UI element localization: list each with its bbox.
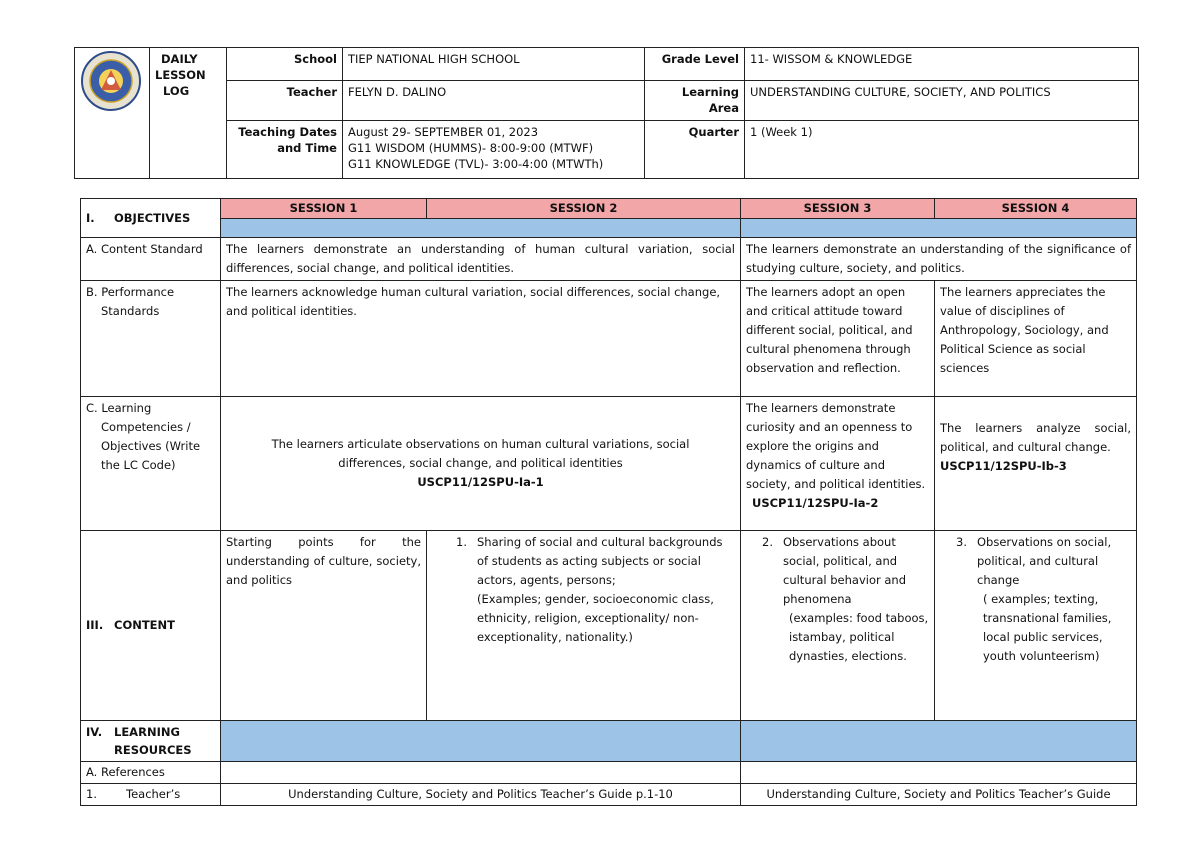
session-4-header: SESSION 4	[935, 199, 1137, 219]
learning-area-label-line: Area	[708, 101, 739, 115]
quarter-label: Quarter	[645, 121, 745, 179]
list-number: 1.	[86, 787, 97, 801]
dll-title-line: DAILY	[161, 52, 198, 66]
section-number: I.	[86, 210, 95, 225]
teacher-label: Teacher	[227, 81, 343, 121]
content-s4	[935, 531, 1137, 721]
list-number: 2.	[762, 535, 773, 549]
resources-band-left	[221, 721, 741, 762]
dll-title	[150, 48, 227, 179]
teaching-dates-line: G11 KNOWLEDGE (TVL)- 3:00-4:00 (MTWTh)	[348, 157, 604, 171]
school-label: School	[227, 48, 343, 81]
competency-code: USCP11/12SPU-Ia-1	[417, 475, 544, 489]
content-s3	[741, 531, 935, 721]
section-number: IV.	[86, 725, 103, 739]
session-3-header: SESSION 3	[741, 199, 935, 219]
quarter-value: 1 (Week 1)	[745, 121, 1139, 179]
session-2-header: SESSION 2	[427, 199, 741, 219]
learning-competencies-s12	[221, 397, 741, 531]
references-s12	[221, 762, 741, 784]
competency-code: USCP11/12SPU-Ia-2	[752, 496, 879, 510]
content-s2	[427, 531, 741, 721]
content-examples: (examples: food taboos, istambay, political dynasties, elections.	[789, 611, 929, 663]
teaching-dates-line: August 29- SEPTEMBER 01, 2023	[348, 125, 539, 139]
learning-area-label	[645, 81, 745, 121]
dll-main-table	[80, 198, 1137, 806]
learning-area-label-line: Learning	[681, 85, 739, 99]
content-examples: (Examples; gender, socioeconomic class, ethnicity, religion, exceptionality/ non-exceptionality, nationality.)	[477, 592, 714, 644]
competency-text: The learners analyze social, political, and cultural change.	[940, 421, 1131, 454]
content-s1: Starting points for the understanding of culture, society, and politics	[221, 531, 427, 721]
dll-title-line: LESSON	[155, 68, 206, 82]
teaching-dates-label	[227, 121, 343, 179]
teaching-dates-label-line: and Time	[277, 141, 337, 155]
dll-header-table	[74, 47, 1139, 179]
section-number: III.	[86, 618, 104, 632]
objectives-heading	[81, 199, 221, 238]
performance-standards-s12: The learners acknowledge human cultural variation, social differences, social change, and political identities.	[221, 281, 741, 397]
content-standard-s34: The learners demonstrate an understanding of the significance of studying culture, society, and politics.	[741, 238, 1137, 281]
teachers-guide-s34: Understanding Culture, Society and Politics Teacher’s Guide	[741, 784, 1137, 806]
content-text: Observations about social, political, and cultural behavior and phenomena	[783, 535, 906, 606]
teachers-guide-s12: Understanding Culture, Society and Politics Teacher’s Guide p.1-10	[221, 784, 741, 806]
competency-text: The learners demonstrate curiosity and an openness to explore the origins and dynamics of culture and society, and political identities.	[746, 401, 926, 491]
competency-code: USCP11/12SPU-Ib-3	[940, 459, 1067, 473]
content-standard-label: A. Content Standard	[81, 238, 221, 281]
resources-band-right	[741, 721, 1137, 762]
objectives-band-right	[741, 219, 1137, 238]
learning-competencies-s4	[935, 397, 1137, 531]
teaching-dates-line: G11 WISDOM (HUMMS)- 8:00-9:00 (MTWF)	[348, 141, 594, 155]
learning-resources-heading	[81, 721, 221, 762]
teachers-guide-label	[81, 784, 221, 806]
teacher-value: FELYN D. DALINO	[343, 81, 645, 121]
content-text: Observations on social, political, and cultural change	[977, 535, 1112, 587]
section-label: LEARNING RESOURCES	[114, 725, 192, 757]
learning-competencies-label: C. Learning Competencies / Objectives (Write the LC Code)	[81, 397, 221, 531]
performance-standards-label: B. Performance Standards	[81, 281, 221, 397]
references-s34	[741, 762, 1137, 784]
grade-level-label: Grade Level	[645, 48, 745, 81]
competency-text: The learners articulate observations on human cultural variations, social differences, social change, and political identities	[271, 437, 690, 470]
session-1-header: SESSION 1	[221, 199, 427, 219]
learning-competencies-s3	[741, 397, 935, 531]
list-number: 3.	[956, 535, 967, 549]
performance-standards-s3: The learners adopt an open and critical attitude toward different social, political, and cultural phenomena through observation and reflection.	[741, 281, 935, 397]
content-heading	[81, 531, 221, 721]
dll-title-line: LOG	[163, 84, 190, 98]
section-label: CONTENT	[114, 618, 176, 632]
learning-area-value: UNDERSTANDING CULTURE, SOCIETY, AND POLITICS	[745, 81, 1139, 121]
resource-label: Teacher’s	[126, 787, 181, 801]
teaching-dates-value	[343, 121, 645, 179]
school-value: TIEP NATIONAL HIGH SCHOOL	[343, 48, 645, 81]
content-standard-s12: The learners demonstrate an understanding of human cultural variation, social differences, social change, and political identities.	[221, 238, 741, 281]
references-label: A. References	[81, 762, 221, 784]
content-text: Sharing of social and cultural backgrounds of students as acting subjects or social actors, agents, persons;	[477, 535, 723, 587]
teaching-dates-label-line: Teaching Dates	[238, 125, 337, 139]
logo-cell	[75, 48, 150, 179]
performance-standards-s4: The learners appreciates the value of disciplines of Anthropology, Sociology, and Political Science as social sciences	[935, 281, 1137, 397]
objectives-band-left	[221, 219, 741, 238]
deped-seal-icon	[77, 50, 145, 112]
grade-level-value: 11- WISSOM & KNOWLEDGE	[745, 48, 1139, 81]
content-examples: ( examples; texting, transnational families, local public services, youth volunteerism)	[983, 592, 1112, 663]
section-label: OBJECTIVES	[114, 210, 191, 225]
list-number: 1.	[456, 535, 467, 549]
